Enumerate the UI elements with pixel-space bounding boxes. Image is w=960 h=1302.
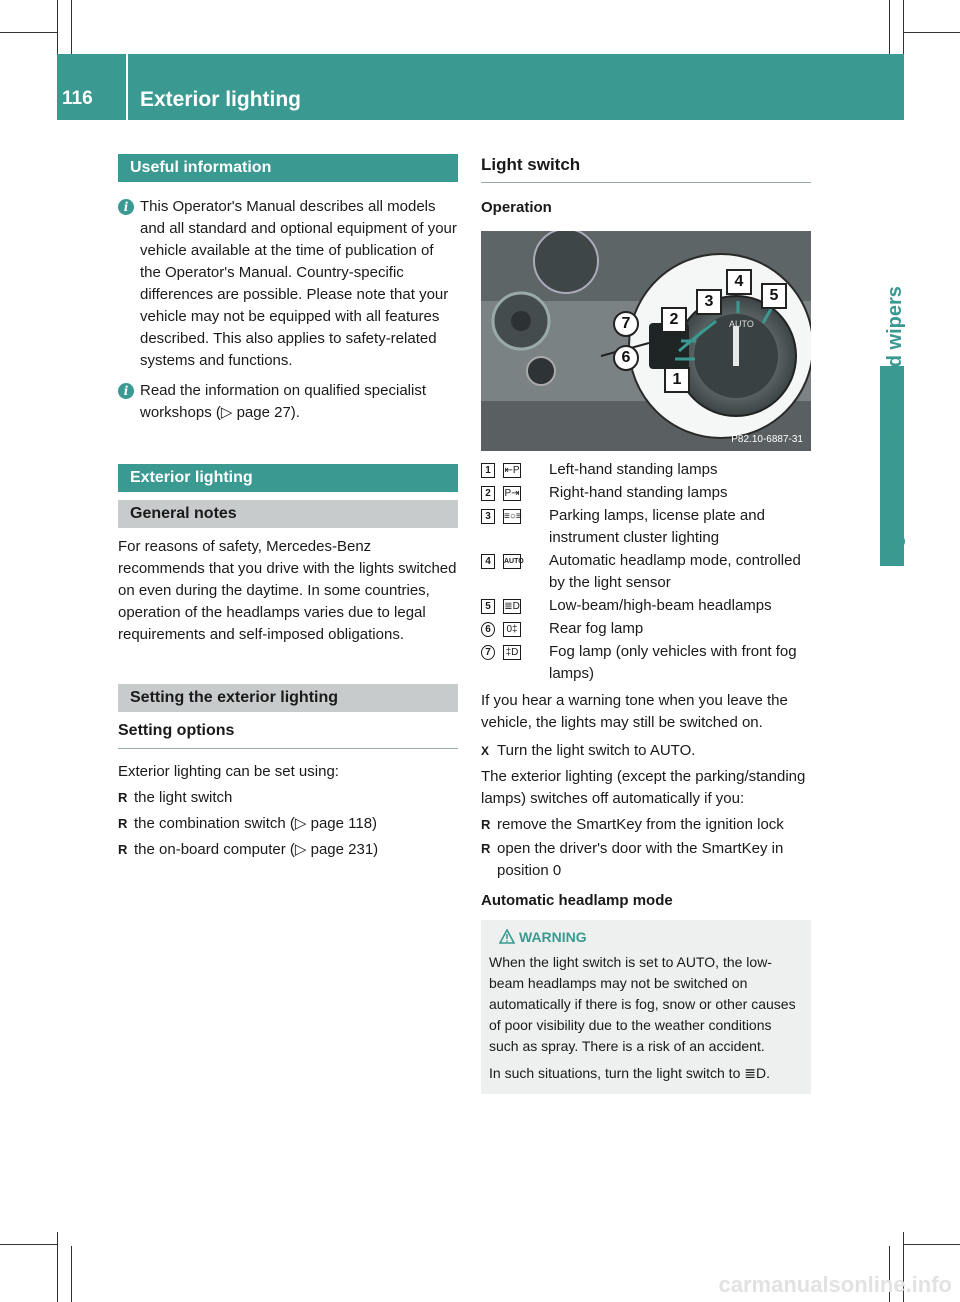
parking-lamp-icon: ≡○≡ [504, 511, 522, 522]
crop-mark [57, 1232, 58, 1302]
legend-number: 2 [481, 486, 495, 501]
warning-label: WARNING [519, 929, 587, 945]
legend-item [481, 595, 811, 617]
step-arrow-icon: X [481, 744, 490, 758]
crop-mark [889, 0, 890, 56]
page-title: Exterior lighting [140, 88, 302, 111]
instruction-step [481, 740, 811, 762]
legend-text: Right-hand standing lamps [549, 484, 728, 501]
setting-heading: Setting the exterior lighting [118, 684, 458, 712]
warning-text: When the light switch is set to AUTO, the low-beam headlamps may not be switched on automatically if there is fog, snow or other causes of poor visibility due to the weather conditions such as spray. There is a risk of an accident. [489, 954, 796, 1054]
legend-text: Low-beam/high-beam headlamps [549, 597, 772, 614]
legend-item [481, 459, 811, 481]
light-switch-heading: Light switch [481, 154, 811, 183]
warning-tone-text: If you hear a warning tone when you leave the vehicle, the lights may still be switched on. [481, 692, 788, 731]
crop-mark [904, 1244, 960, 1245]
crop-mark [71, 1246, 72, 1302]
crop-mark [57, 0, 58, 56]
front-fog-lamp-icon: ‡D [503, 645, 521, 660]
operation-heading: Operation [481, 199, 552, 216]
light-switch-illustration [481, 231, 811, 451]
legend-number: 5 [481, 599, 495, 614]
legend-item [481, 618, 811, 640]
side-tab-label: Lights and windshield wipers [884, 286, 906, 565]
page-number: 116 [62, 88, 93, 109]
auto-off-text: The exterior lighting (except the parking/standing lamps) switches off automatically if you: [481, 768, 806, 807]
callout-6: 6 [613, 345, 639, 371]
general-notes-heading: General notes [118, 500, 458, 528]
setting-options-heading: Setting options [118, 720, 458, 749]
left-column [118, 154, 458, 861]
info-paragraph [118, 380, 458, 424]
callout-4: 4 [726, 269, 752, 295]
rear-fog-lamp-icon: 0‡ [503, 622, 521, 637]
image-caption: P82.10-6887-31 [731, 434, 803, 445]
exterior-lighting-heading: Exterior lighting [118, 464, 458, 492]
callout-1: 1 [664, 367, 690, 393]
list-item[interactable]: R the combination switch (▷ page 118) [118, 813, 458, 835]
auto-headlamp-icon: AUTO [503, 554, 521, 569]
callout-3: 3 [696, 289, 722, 315]
legend-item [481, 641, 811, 685]
warning-header [489, 926, 803, 948]
crop-mark [0, 1244, 57, 1245]
legend-text: Left-hand standing lamps [549, 461, 718, 478]
legend-text: Automatic headlamp mode, controlled by the light sensor [549, 552, 801, 591]
general-notes-text: For reasons of safety, Mercedes-Benz recommends that you drive with the lights switched on even during the daytime. In some countries, operation of the headlamps varies due to legal requirements and self-imposed obligations. [118, 538, 457, 643]
callout-7: 7 [613, 311, 639, 337]
low-beam-icon: ≣D [504, 601, 520, 612]
legend-text: Fog lamp (only vehicles with front fog lamps) [549, 643, 797, 682]
useful-info-heading: Useful information [118, 154, 458, 182]
header-divider [126, 54, 128, 120]
info-text: This Operator's Manual describes all models and all standard and optional equipment of your vehicle available at the time of publication of the Operator's Manual. Country-specific differences are possible. Please note that your vehicle may not be equipped with all features described. This also applies to safety-related systems and functions. [140, 198, 457, 369]
callout-2: 2 [661, 307, 687, 333]
legend-number: 4 [481, 554, 495, 569]
warning-box [481, 920, 811, 1094]
standing-lamp-right-icon: P⇥ [504, 488, 520, 499]
auto-label: AUTO [729, 319, 754, 329]
right-column [481, 154, 811, 1094]
list-item[interactable]: R the on-board computer (▷ page 231) [118, 839, 458, 861]
list-item: R remove the SmartKey from the ignition lock [481, 814, 811, 836]
crop-mark [0, 32, 57, 33]
legend-number: 1 [481, 463, 495, 478]
list-item: R open the driver's door with the SmartKey in position 0 [481, 838, 811, 882]
info-paragraph [118, 196, 458, 372]
setting-intro: Exterior lighting can be set using: [118, 763, 339, 780]
list-item: R the light switch [118, 787, 458, 809]
legend-item [481, 505, 811, 549]
warning-text: In such situations, turn the light switch to ≣D. [489, 1065, 770, 1081]
footer-watermark: carmanualsonline.info [718, 1272, 952, 1297]
legend-number: 7 [481, 645, 495, 660]
step-text: Turn the light switch to AUTO. [497, 742, 696, 759]
light-switch-photo [481, 231, 811, 451]
legend-number: 3 [481, 509, 495, 524]
crop-mark [904, 32, 960, 33]
legend-text: Parking lamps, license plate and instrument cluster lighting [549, 507, 765, 546]
legend-text: Rear fog lamp [549, 620, 644, 637]
info-icon: i [118, 199, 134, 215]
info-text: Read the information on qualified specialist workshops (▷ page 27). [140, 382, 427, 421]
crop-mark [903, 0, 904, 56]
auto-mode-heading: Automatic headlamp mode [481, 892, 673, 909]
callout-5: 5 [761, 283, 787, 309]
info-icon: i [118, 383, 134, 399]
warning-triangle-icon [499, 929, 515, 944]
crop-mark [71, 0, 72, 56]
legend-number: 6 [481, 622, 495, 637]
legend-item [481, 482, 811, 504]
legend-item [481, 550, 811, 594]
standing-lamp-left-icon: ⇤P [504, 465, 520, 476]
